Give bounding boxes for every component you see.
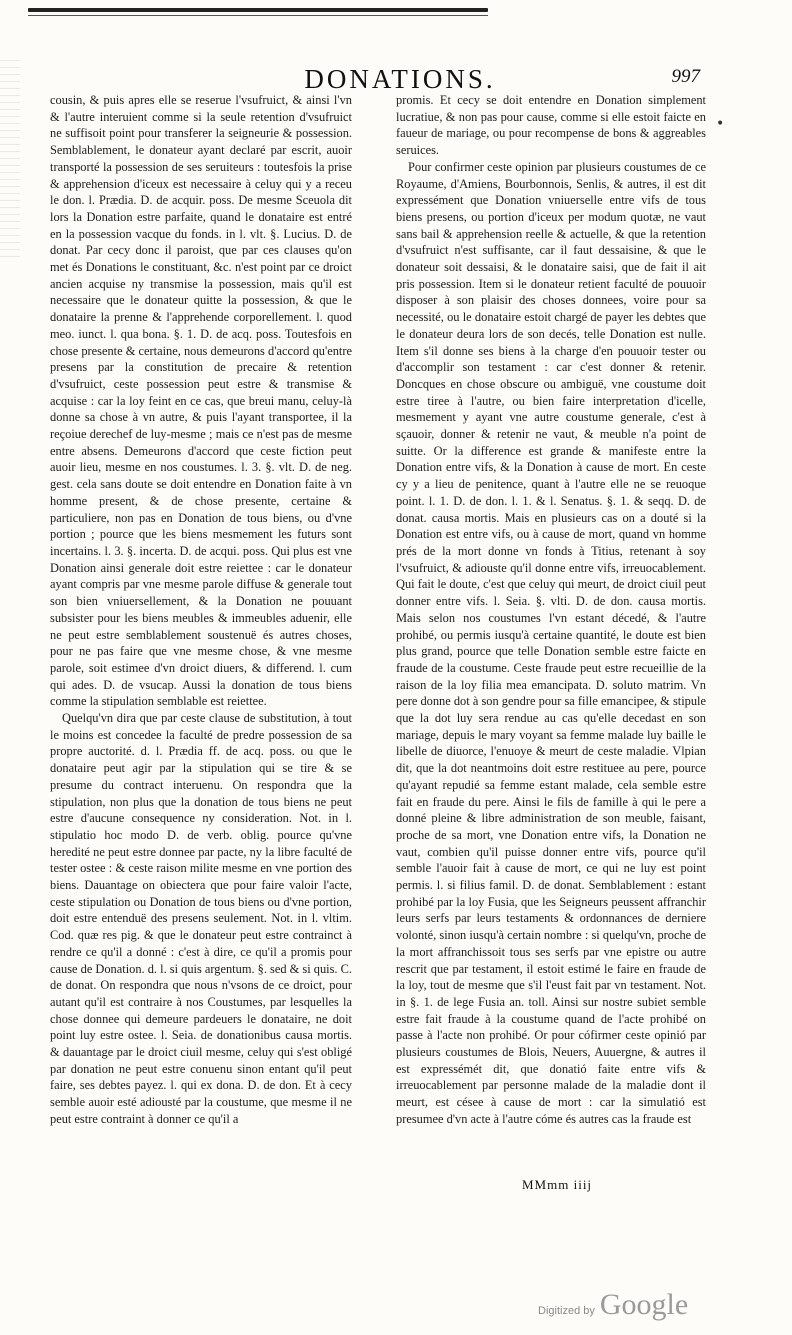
top-rule-thin (28, 15, 488, 16)
binding-shadow (0, 60, 20, 260)
digitized-footer (538, 1288, 688, 1322)
left-paragraph-1: cousin, & puis apres elle se reserue l'vsufruict, & ainsi l'vn & l'autre interuient comme si la seule retention d'vsufruict ne suffisoit point pour transferer la seigneurie & possession. Semblablement, le donateur ayant declaré par escrit, auoir transporté la possession de ses seruiteurs : toutesfois la prise & apprehension d'iceux est necessaire à celuy qui y a receu le don. l. Prædia. D. de acquir. poss. De mesme Sceuola dit lors la Donation estre parfaite, quand le donataire est entré en la possession vacque du fonds. in l. vlt. §. Lucius. D. de donat. Par cecy donc il paroist, que par ces clauses qu'on met és Donations le constituant, &c. n'est point par ce droict ancien acquise ny transmise la possession, mais qu'il est necessaire que le donateur quitte la possession, & que le donataire la prenne & l'apprehende corporellement. l. quod meo. iunct. l. qua bona. §. 1. D. de acq. poss. Toutesfois en chose presente & certaine, nous demeurons d'accord qu'entre presens par la constitution de precaire & retention d'vsufruict, ceste possession peut estre & transmise & acquise : car la loy feint en ce cas, que breui manu, celuy-là donne sa chose à vn autre, & puis l'ayant transportee, il la reçoiue derechef de luy-mesme ; mais ce n'est pas de mesme entre absens. Demeurons d'accord que ceste fiction peut auoir lieu, mesme en nos coustumes. l. 3. §. vlt. D. de neg. gest. cela sans doute se doit entendre en Donation faite à vn homme present, & de chose presente, certaine & particuliere, non pas en Donation de tous biens, ou d'vne portion ; pource que les biens mesmement les futurs sont incertains. l. 3. §. incerta. D. de acqui. poss. Qui plus est vne Donation ainsi generale doit estre reiettee : car le donateur ayant compris par vne mesme parole diffuse & generale tout son bien vniuersellement, & la Donation ne pouuant subsister pour les biens meubles & immeubles aduenir, elle ne peut estre semblablement soustenuë és autres choses, pour ne pas faire que vne mesme chose, & vne mesme parole, soit estimee d'vn droict diuers, & differend. l. cum qui ades. D. de vsucap. Aussi la donation de tous biens comme la stipulation semblable est reiettee. (50, 93, 352, 709)
left-paragraph-2: Quelqu'vn dira que par ceste clause de substitution, à tout le moins est concedee la faculté de predre possession de sa propre auctorité. d. l. Prædia ff. de acq. poss. ou que le donataire peut agir par la stipulation qui se tire & se presume du contract interuenu. On respondra que la stipulation, non plus que la donation de tous biens ne peut estre d'aucune consequence ny consideration. Not. in l. stipulatio hoc modo D. de verb. oblig. pource qu'vne heredité ne peut estre donnee par pacte, ny la libre faculté de tester ostee : & ceste raison milite mesme en vne portion des biens. Dauantage on obiectera que pour faire valoir l'acte, ceste stipulation ou Donation de tous biens ou d'vne portion, doit estre entenduë des presens seulement. Not. in l. vltim. Cod. quæ res pig. & que le donateur peut estre contrainct à rendre ce qu'il a donné : c'est à dire, ce qu'il a promis pour cause de Donation. d. l. si quis argentum. §. sed & si quis. C. de donat. On respondra que nous n'vsons de ce droict, pour autant qu'il est contraire à nos Coustumes, par lesquelles la chose donnee qui demeure pardeuers le donataire, ne doit point luy estre ostee. l. Seia. de donationibus causa mortis. & dauantage par le droict ciuil mesme, celuy qui s'est obligé par donation ne peut estre conuenu sinon entant qu'il peut faire, ses debtes payez. l. qui ex dona. D. de don. Et à cecy semble auoir esté adiousté par la coustume, que mesme il ne peut estre contraint à donner ce qu'il a (50, 711, 352, 1126)
right-paragraph-2: Pour confirmer ceste opinion par plusieurs coustumes de ce Royaume, d'Amiens, Bourbonnois, Senlis, & autres, il est dit expressément que Donation vniuerselle entre vifs de tous biens presens, ou portion d'iceux per modum quotæ, ne vaut sans bail & apprehension reelle & actuelle, & que la retention d'vsufruict n'est suffisante, car il faut dessaisine, & que le donateur soit dessaisi, & le donataire saisi, que de fait il ait pris possession. Item si le donateur retient faculté de pouuoir disposer à son plaisir des choses donnees, voire pour sa necessité, ou le donataire estoit chargé de payer les debtes que le donateur deura lors de son decés, telle Donation est nulle. Item s'il donne ses biens à la charge d'en pouuoir tester ou d'accomplir son testament : car c'est donner & retenir. Doncques en chose obscure ou ambiguë, vne coustume doit estre tiree à l'autre, ou bien faire interpretation d'icelle, mesmement y ayant vne autre coustume generale, c'est à sçauoir, donner & retenir ne vaut, & meuble n'a point de suitte. Or la difference est grande & manifeste entre la Donation entre vifs, & la Donation à cause de mort. En ceste cy y a lieu de penitence, quant à l'autre elle ne se reuoque point. l. 1. D. de don. l. 1. & l. Senatus. §. 1. & seqq. D. de donat. causa mortis. Mais en plusieurs cas on a douté si la Donation est entre vifs, ou à cause de mort, quand vn homme prés de la mort donne vn fonds à Titius, retenant à soy l'vsufruict, & adiouste qu'il donne entre vifs, irreuocablement. Qui fait le doute, c'est que celuy qui meurt, de droict ciuil peut donner entre vifs. l. Seia. §. vlti. D. de don. causa mortis. Mais selon nos coustumes l'vn estant décedé, & l'autre prohibé, ou permis iusqu'à certaine quantité, le doute est bien plus grand, pource que telle Donation semble estre faicte en fraude de la coustume. Ceste fraude peut estre recueillie de la raison de la loy filia mea emancipata. D. soluto matrim. Vn pere donne dot à son gendre pour sa fille emancipee, & stipule que la dot luy sera rendue au cas qu'elle decedast en son mariage, depuis le mary voyant sa femme malade luy baille le libelle de diuorce, l'enuoye & meurt de ceste maladie. Vlpian dit, que la dot neantmoins doit estre restituee au pere, pource qu'ayant repudié sa femme estant malade, cela semble estre fait en fraude du pere. Ainsi le fils de famille à qui le pere a donné pleine & libre administration de son meuble, faisant, proche de sa mort, vne Donation entre vifs, la Donation ne vaut, combien qu'il puisse donner entre vifs, pource qu'il semble l'auoir fait à cause de mort, ce qui ne luy est point permis. l. si filius famil. D. de donat. Semblablement : estant prohibé par la loy Fusia, que les Seigneurs peussent affranchir leurs serfs par leurs testaments & ordonnances de derniere volonté, sinon iusqu'à certain nombre : si quelqu'vn, proche de la mort affranchissoit tous ses serfs par vne epistre ou autre rescrit que par testament, il estoit estimé le faire en fraude de la loy, tout de mesme que s'il l'eust fait par vn testament. Not. in §. 1. de lege Fusia an. toll. Ainsi sur nostre subiet semble estre fait fraude à la coustume quand de l'acte prohibé on passe à l'acte non prohibé. Or pour cófirmer ceste opinió par plusieurs coustumes de Blois, Neuers, Auuergne, & autres il est expressémét dit, que donatió faite entre vifs & irreuocablement par personne malade de la maladie dont il meurt, est césee à cause de mort : car la simulatió est presumee d'vn acte à l'autre cóme és autres cas la fraude est (396, 159, 706, 1126)
digitized-by-label: Digitized by (538, 1305, 595, 1317)
right-paragraph-1: promis. Et cecy se doit entendre en Donation simplement lucratiue, & non pas pour cause, comme si elle estoit faicte en faueur de mariage, ou pour recompense de bons & aggreables seruices. (396, 93, 706, 158)
left-column (50, 92, 352, 1128)
margin-mark-icon: • (716, 116, 725, 132)
google-logo: Google (599, 1288, 689, 1321)
right-column (396, 92, 706, 1128)
running-title: DONATIONS. (304, 64, 496, 94)
signature-mark: MMmm iiij (522, 1177, 593, 1192)
top-rule (28, 8, 488, 12)
page-number: 997 (671, 66, 700, 87)
